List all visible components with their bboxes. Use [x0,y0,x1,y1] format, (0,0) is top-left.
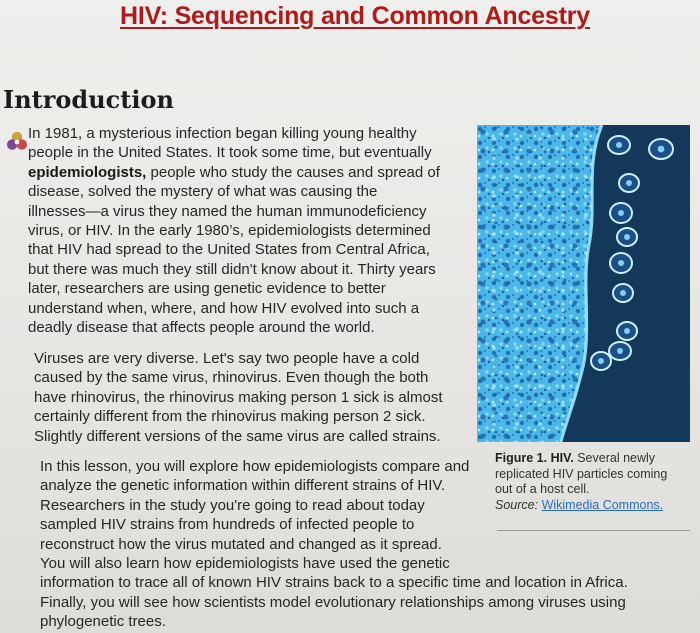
text-line: In 1981, a mysterious infection began killing young healthy [28,125,417,142]
caption-line: out of a host cell. [495,482,590,496]
text-line: have rhinovirus, the rhinovirus making person 1 sick is almost [34,388,443,406]
caption-fragment: Several newly [573,451,656,465]
text-line: phylogenetic trees. [40,613,166,631]
hiv-micrograph-drawing [477,125,690,442]
text-line: You will also learn how epidemiologists have used the genetic [40,555,450,573]
text-line: disease, solved the mystery of what was causing the [28,183,378,201]
text-line: certainly different from the rhinovirus making person 2 sick. [34,408,426,426]
hiv-micrograph-image [477,125,690,442]
text-line: reconstruct how the virus mutated and changed as it spread. [40,535,442,553]
intro-paragraph-1 [28,124,458,337]
text-line: virus, or HIV. In the early 1980’s, epidemiologists determined [28,222,431,240]
text-line: Researchers in the study you're going to read about today [40,496,425,514]
source-label: Source: [495,497,539,512]
text-line: caused by the same virus, rhinovirus. Even though the both [34,369,429,387]
text-line: deadly disease that affects people around the world. [28,319,375,337]
text-line: Viruses are very diverse. Let's say two people have a cold [34,350,420,367]
text-line: Finally, you will see how scientists model evolutionary relationships among viruses using [40,593,626,611]
text-line: information to trace all of known HIV strains back to a specific time and location in Africa. [40,574,628,592]
text-line: later, researchers are using genetic evidence to better [28,280,386,298]
text-line-with-term [28,163,458,182]
wikimedia-commons-link[interactable]: Wikimedia Commons. [541,497,664,512]
text-fragment: people who study the causes and spread of [146,163,440,181]
text-line: that HIV had spread to the United States from Central Africa, [28,241,430,259]
text-line: sampled HIV strains from hundreds of infected people to [40,516,415,534]
text-line: In this lesson, you will explore how epidemiologists compare and [40,458,470,475]
text-line: people in the United States. It took some time, but eventually [28,144,432,162]
page-title: HIV: Sequencing and Common Ancestry [120,2,590,30]
text-line: but there was much they still didn't know about it. Thirty years [28,260,436,278]
section-heading-introduction: Introduction [3,85,174,114]
text-line: Slightly different versions of the same virus are called strains. [34,427,441,445]
text-line: illnesses—a virus they named the human immunodeficiency [28,202,427,220]
text-line: understand when, where, and how HIV evolved into such a [28,299,420,317]
intro-paragraph-3 [40,457,640,632]
figure-label: Figure 1. HIV. [495,451,574,465]
text-line: analyze the genetic information within different strains of HIV. [40,477,446,495]
caption-line: replicated HIV particles coming [495,466,668,481]
bio-bullet-icon [7,131,27,151]
term-epidemiologists: epidemiologists, [28,163,147,181]
intro-paragraph-2 [34,349,466,446]
